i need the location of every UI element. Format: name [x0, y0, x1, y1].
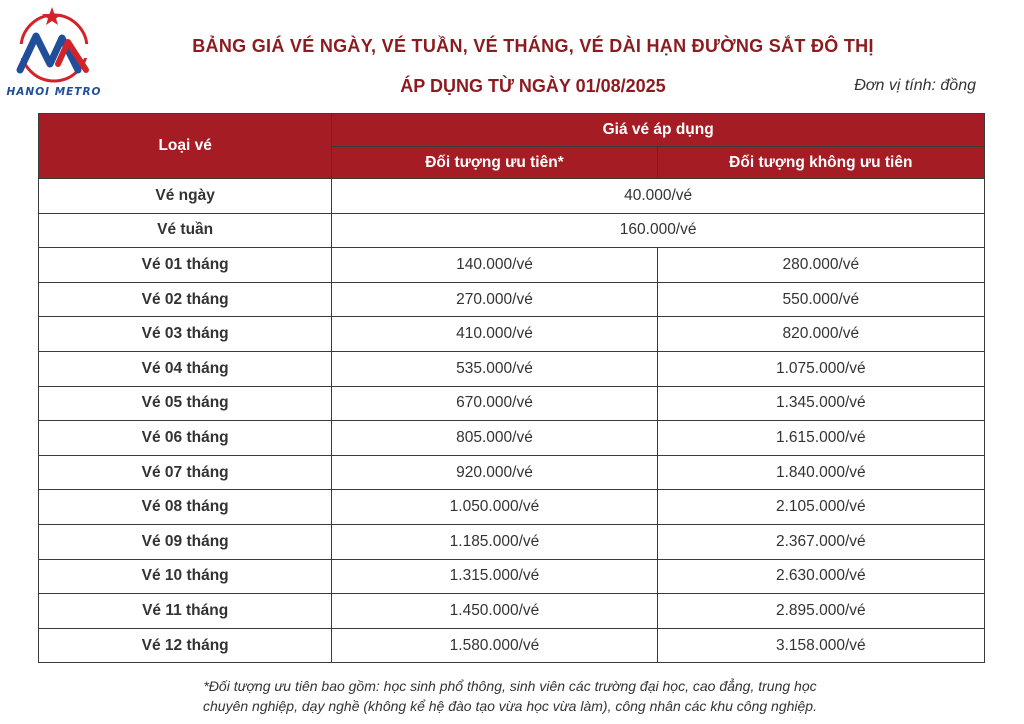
priority-price: 140.000/vé [332, 248, 657, 283]
priority-price: 1.315.000/vé [332, 559, 657, 594]
regular-price: 2.367.000/vé [657, 524, 984, 559]
table-row [39, 351, 985, 386]
ticket-label: Vé 07 tháng [39, 455, 332, 490]
regular-price: 550.000/vé [657, 282, 984, 317]
ticket-label: Vé tuần [39, 213, 332, 248]
table-row [39, 628, 985, 663]
page-subtitle: ÁP DỤNG TỪ NGÀY 01/08/2025 [400, 76, 666, 96]
ticket-label: Vé 10 tháng [39, 559, 332, 594]
header-ticket-type: Loại vé [39, 114, 332, 179]
ticket-label: Vé 01 tháng [39, 248, 332, 283]
header-non-priority: Đối tượng không ưu tiên [657, 147, 984, 179]
ticket-label: Vé 02 tháng [39, 282, 332, 317]
ticket-price: 160.000/vé [332, 213, 985, 248]
ticket-price: 40.000/vé [332, 179, 985, 214]
priority-price: 1.050.000/vé [332, 490, 657, 525]
regular-price: 1.075.000/vé [657, 351, 984, 386]
regular-price: 2.105.000/vé [657, 490, 984, 525]
footnote-line-1: *Đối tượng ưu tiên bao gồm: học sinh phổ thông, sinh viên các trường đại học, cao đẳng, trung học [203, 678, 817, 694]
ticket-label: Vé 03 tháng [39, 317, 332, 352]
regular-price: 3.158.000/vé [657, 628, 984, 663]
table-row [39, 248, 985, 283]
regular-price: 2.630.000/vé [657, 559, 984, 594]
logo-text: HANOI METRO [6, 86, 102, 98]
priority-price: 1.580.000/vé [332, 628, 657, 663]
ticket-label: Vé 11 tháng [39, 594, 332, 629]
table-row [39, 594, 985, 629]
regular-price: 1.840.000/vé [657, 455, 984, 490]
table-row [39, 317, 985, 352]
priority-price: 535.000/vé [332, 351, 657, 386]
priority-price: 805.000/vé [332, 421, 657, 456]
ticket-label: Vé ngày [39, 179, 332, 214]
fare-table [38, 113, 985, 663]
page-title: BẢNG GIÁ VÉ NGÀY, VÉ TUẦN, VÉ THÁNG, VÉ DÀI HẠN ĐƯỜNG SẮT ĐÔ THỊ [192, 36, 874, 56]
priority-price: 1.185.000/vé [332, 524, 657, 559]
header-price-group: Giá vé áp dụng [332, 114, 985, 147]
priority-price: 410.000/vé [332, 317, 657, 352]
ticket-label: Vé 12 tháng [39, 628, 332, 663]
regular-price: 1.345.000/vé [657, 386, 984, 421]
table-row [39, 386, 985, 421]
priority-price: 670.000/vé [332, 386, 657, 421]
footnote [90, 676, 930, 716]
table-row [39, 524, 985, 559]
table-row [39, 179, 985, 214]
ticket-label: Vé 08 tháng [39, 490, 332, 525]
priority-price: 920.000/vé [332, 455, 657, 490]
footnote-line-2: chuyên nghiệp, dạy nghề (không kể hệ đào tạo vừa học vừa làm), công nhân các khu công nghiệp. [203, 698, 817, 714]
regular-price: 1.615.000/vé [657, 421, 984, 456]
table-row [39, 421, 985, 456]
unit-label: Đơn vị tính: đồng [854, 77, 976, 94]
ticket-label: Vé 04 tháng [39, 351, 332, 386]
table-row [39, 559, 985, 594]
regular-price: 820.000/vé [657, 317, 984, 352]
ticket-label: Vé 05 tháng [39, 386, 332, 421]
table-row [39, 455, 985, 490]
table-row [39, 282, 985, 317]
regular-price: 2.895.000/vé [657, 594, 984, 629]
hanoi-metro-logo [6, 4, 102, 102]
table-row [39, 213, 985, 248]
priority-price: 270.000/vé [332, 282, 657, 317]
table-row [39, 490, 985, 525]
priority-price: 1.450.000/vé [332, 594, 657, 629]
regular-price: 280.000/vé [657, 248, 984, 283]
ticket-label: Vé 09 tháng [39, 524, 332, 559]
header-priority: Đối tượng ưu tiên* [332, 147, 657, 179]
metro-logo-mark-icon [6, 4, 102, 84]
ticket-label: Vé 06 tháng [39, 421, 332, 456]
